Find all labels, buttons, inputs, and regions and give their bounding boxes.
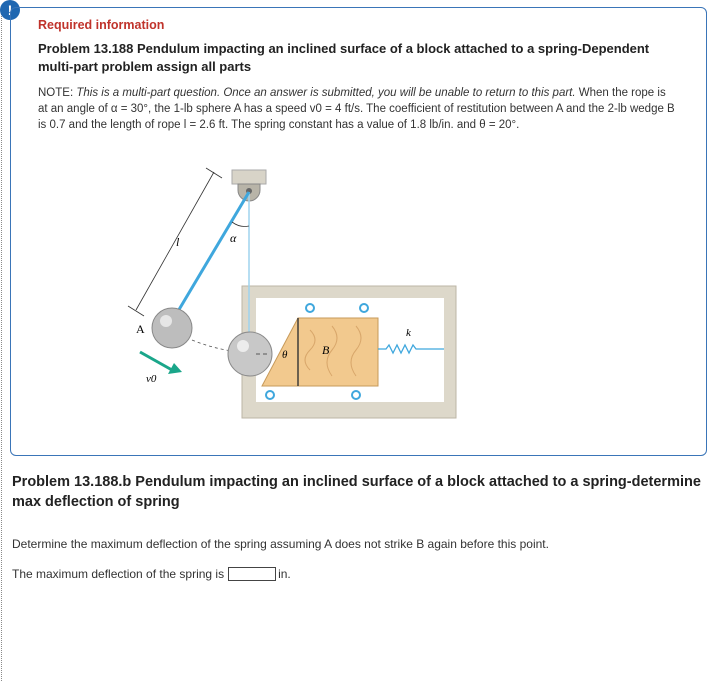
answer-row xyxy=(12,567,291,581)
sphere-a xyxy=(152,308,192,348)
pendulum-figure xyxy=(110,160,470,438)
label-l: l xyxy=(176,235,180,249)
page-left-rule xyxy=(1,8,2,681)
answer-unit: in. xyxy=(278,567,291,581)
label-v0: v0 xyxy=(146,373,157,385)
note-italic: This is a multi-part question. Once an answer is submitted, you will be unable to return to this part. xyxy=(76,87,576,99)
rope xyxy=(174,192,249,318)
ceiling-support xyxy=(232,170,266,184)
label-b: B xyxy=(322,343,330,357)
note-prefix: NOTE: xyxy=(38,87,77,99)
part-b-question: Determine the maximum deflection of the spring assuming A does not strike B again before this point. xyxy=(12,537,549,551)
required-information-heading: Required information xyxy=(38,18,165,32)
alert-icon: ! xyxy=(0,0,20,20)
label-alpha: α xyxy=(230,231,237,245)
problem-note xyxy=(38,85,678,133)
given-text: When the rope is at an angle of α = 30°, the 1-lb sphere A has a speed v0 = 4 ft/s. The coefficient of restitution between A and the 2-lb wedge B is 0.7 and the length of rope l = 2.6 ft. The spring constant has a value of 1.8 lb/in. and θ = 20°. xyxy=(38,87,675,131)
answer-prefix: The maximum deflection of the spring is xyxy=(12,567,225,581)
problem-title: Problem 13.188 Pendulum impacting an inclined surface of a block attached to a spring-Dependent multi-part problem assign all parts xyxy=(38,41,650,74)
max-deflection-input[interactable] xyxy=(228,567,276,581)
label-k: k xyxy=(406,327,411,339)
label-theta: θ xyxy=(282,349,288,361)
label-a: A xyxy=(136,322,145,336)
part-b-title: Problem 13.188.b Pendulum impacting an inclined surface of a block attached to a spring-determine max deflection of spring xyxy=(12,474,701,510)
